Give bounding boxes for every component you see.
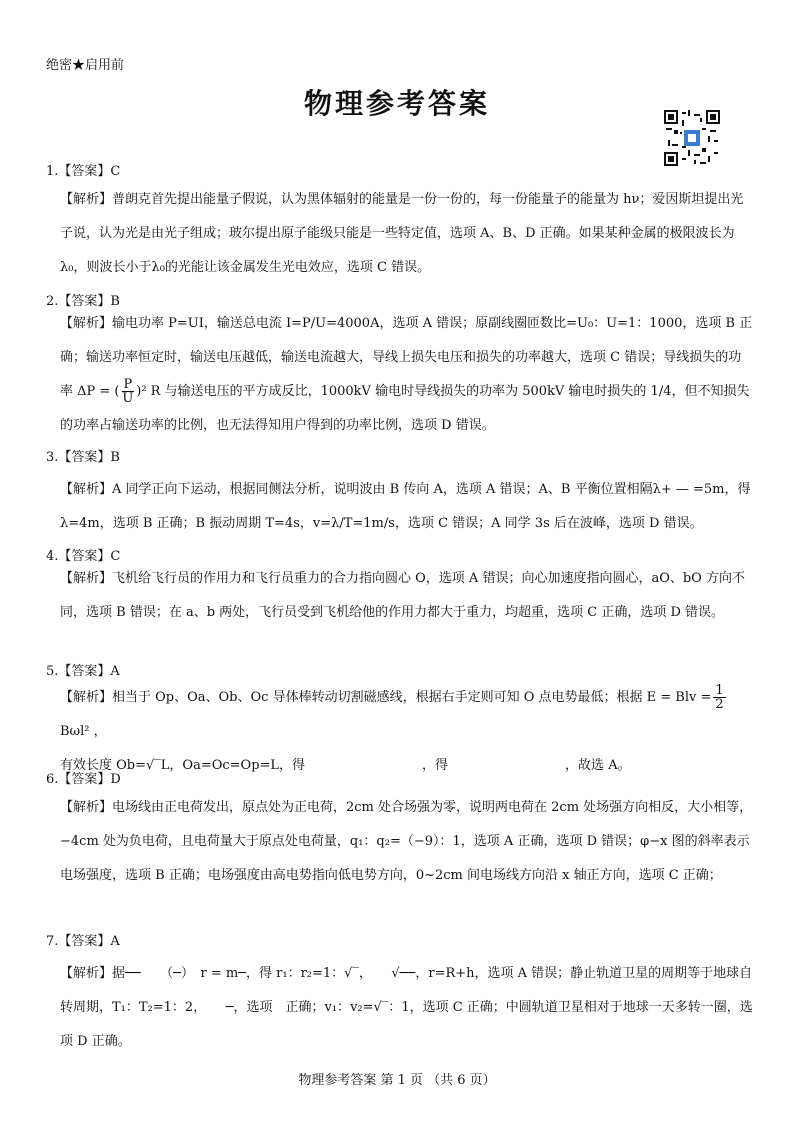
q2-answer: 2.【答案】B <box>46 294 120 309</box>
q5-fraction <box>713 684 725 711</box>
secret-label: 绝密★启用前 <box>46 58 125 73</box>
q2-explanation <box>60 307 754 443</box>
q5-frac-den: 2 <box>715 697 724 712</box>
q5-frac-num: 1 <box>715 683 724 698</box>
q2-text-b: )² R 与输送电压的平方成反比，1000kV 输电时导线损失的功率为 500kV 输电时损失的 1/4，但不知损失的功率占输送功率的比例，也无法得知用户得到的功率比例，选项 D 错误。 <box>60 384 750 433</box>
q3-explanation: 【解析】A 同学正向下运动，根据同侧法分析，说明波由 B 传向 A，选项 A 错误；A、B 平衡位置相隔λ+ — =5m，得λ=4m，选项 B 正确；B 振动周期 T=4s，v=λ/T=1m/s，选项 C 错误；A 同学 3s 后在波峰，选项 D 错误。 <box>60 482 751 531</box>
q1-answer: 1.【答案】C <box>46 164 121 179</box>
q5-answer: 5.【答案】A <box>46 664 120 679</box>
q7-explanation: 【解析】据── （─） r = m─，得 r₁：r₂=1：√‾， √──，r=R+h，选项 A 错误；静止轨道卫星的周期等于地球自转周期，T₁：T₂=1：2， ─，选项 正确；v₁：v₂=√‾：1，选项 C 正确；中圆轨道卫星相对于地球一天多转一圈，选项 D 正确。 <box>60 966 753 1049</box>
q5-text-c: 有效长度 Ob=√‾L，Oa=Oc=Op=L，得 ，得 ，故选 A。 <box>60 758 631 773</box>
q7-answer: 7.【答案】A <box>46 934 120 949</box>
q2-text-a: 【解析】输电功率 P=UI，输送总电流 I=P/U=4000A，选项 A 错误；原副线圈匝数比=U₀：U=1：1000，选项 B 正确；输送功率恒定时，输送电压越低，输送电流越大，导线上损失电压和损失的功率越大，选项 C 错误；导线损失的功率 ΔP = ( <box>60 316 753 399</box>
q1-explanation: 【解析】普朗克首先提出能量子假说，认为黑体辐射的能量是一份一份的，每一份能量子的能量为 hν；爱因斯坦提出光子说，认为光是由光子组成；玻尔提出原子能级只能是一些特定值，选项 A、B、D 正确。如果某种金属的极限波长为λ₀，则波长小于λ₀的光能让该金属发生光电效应，选项 C 错误。 <box>60 192 744 275</box>
q2-fraction <box>122 378 135 405</box>
q4-explanation: 【解析】飞机给飞行员的作用力和飞行员重力的合力指向圆心 O，选项 A 错误；向心加速度指向圆心，aO、bO 方向不同，选项 B 错误；在 a、b 两处，飞行员受到飞机给他的作用力都大于重力，均超重，选项 C 正确，选项 D 错误。 <box>60 571 745 620</box>
q5-text-b: Bωl² ， <box>60 724 107 739</box>
page-title: 物理参考答案 <box>303 87 490 120</box>
q6-answer: 6.【答案】D <box>46 772 121 787</box>
q5-text-a: 【解析】相当于 Op、Oa、Ob、Oc 导体棒转动切割磁感线，根据右手定则可知 O 点电势最低；根据 E = Blv = <box>60 690 712 705</box>
q5-explanation <box>60 681 754 783</box>
page-footer: 物理参考答案 第 1 页 （共 6 页） <box>298 1073 496 1088</box>
q4-answer: 4.【答案】C <box>46 549 121 564</box>
qr-code-icon <box>664 110 720 166</box>
q3-answer: 3.【答案】B <box>46 450 120 465</box>
q2-frac-den: U <box>122 391 134 406</box>
q6-explanation: 【解析】电场线由正电荷发出，原点处为正电荷，2cm 处合场强为零，说明两电荷在 2cm 处场强方向相反，大小相等，−4cm 处为负电荷，且电荷量大于原点处电荷量，q₁：q₂=（−9）：1，选项 A 正确，选项 D 错误；φ−x 图的斜率表示电场强度，选项 B 正确；电场强度由高电势指向低电势方向，0~2cm 间电场线方向沿 x 轴正方向，选项 C 正确； <box>60 800 753 883</box>
q2-frac-num: P <box>123 377 133 392</box>
